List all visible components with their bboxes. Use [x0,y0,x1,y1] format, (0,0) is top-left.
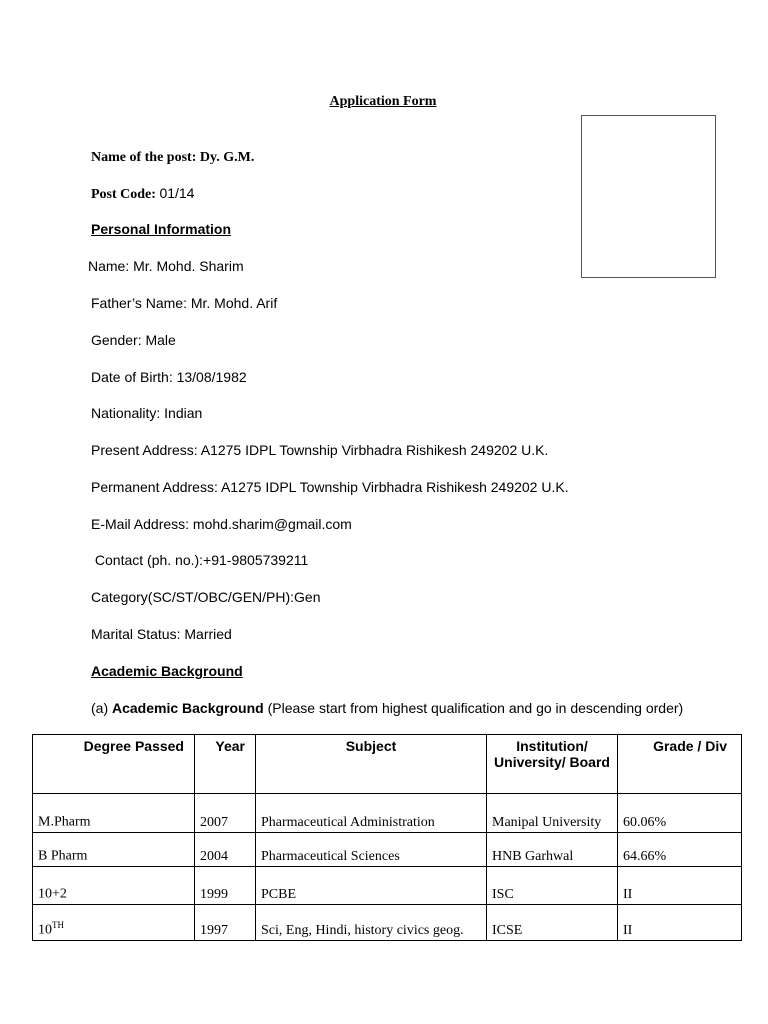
field-name: Name: Mr. Mohd. Sharim [88,258,244,274]
table-header-row [33,735,742,794]
header-grade-div: Grade / Div [618,735,742,794]
field-father-name: Father’s Name: Mr. Mohd. Arif [91,295,278,311]
academic-subheading-bold: Academic Background [112,700,264,716]
cell-year: 1999 [195,867,256,905]
academic-background-heading: Academic Background [91,663,243,679]
personal-information-heading: Personal Information [91,221,232,237]
degree-text: B Pharm [38,849,88,864]
field-email: E-Mail Address: mohd.sharim@gmail.com [91,516,352,532]
header-degree-passed: Degree Passed [33,735,195,794]
post-code-line [91,185,194,203]
academic-subheading-note: (Please start from highest qualification and go in descending order) [263,700,684,716]
cell-institution: HNB Garhwal [487,833,618,867]
cell-degree [33,867,195,905]
post-name-value: Dy. G.M. [199,150,255,165]
cell-degree [33,833,195,867]
cell-subject: Pharmaceutical Administration [256,794,487,833]
degree-text: 10 [38,923,52,938]
cell-grade: II [618,867,742,905]
cell-degree [33,905,195,941]
field-permanent-address: Permanent Address: A1275 IDPL Township Virbhadra Rishikesh 249202 U.K. [91,479,569,495]
field-marital-status: Marital Status: Married [91,626,232,642]
post-code-value: 01/14 [159,185,195,201]
cell-grade: II [618,905,742,941]
cell-subject: Sci, Eng, Hindi, history civics geog. [256,905,487,941]
field-gender: Gender: Male [91,332,176,348]
cell-degree [33,794,195,833]
field-nationality: Nationality: Indian [91,405,203,421]
table-row [33,833,742,867]
cell-subject: Pharmaceutical Sciences [256,833,487,867]
cell-year: 2007 [195,794,256,833]
academic-table [32,734,742,941]
academic-subheading [91,700,683,716]
cell-institution: Manipal University [487,794,618,833]
header-year: Year [195,735,256,794]
field-contact: Contact (ph. no.):+91-9805739211 [91,552,309,568]
field-present-address: Present Address: A1275 IDPL Township Virbhadra Rishikesh 249202 U.K. [91,442,549,458]
cell-institution: ISC [487,867,618,905]
academic-subheading-prefix: (a) [91,700,112,716]
cell-grade: 60.06% [618,794,742,833]
field-category: Category(SC/ST/OBC/GEN/PH):Gen [91,589,321,605]
table-row [33,794,742,833]
photo-placeholder-box [581,115,716,278]
post-name-label: Name of the post: [91,150,197,165]
post-name-line [91,150,254,166]
header-subject: Subject [256,735,487,794]
table-row [33,867,742,905]
degree-text: 10+2 [38,887,67,902]
table-row [33,905,742,941]
field-date-of-birth: Date of Birth: 13/08/1982 [91,369,247,385]
page-title: Application Form [329,94,437,109]
cell-year: 1997 [195,905,256,941]
cell-grade: 64.66% [618,833,742,867]
header-institution: Institution/ University/ Board [487,735,618,794]
post-code-label: Post Code: [91,187,156,202]
cell-institution: ICSE [487,905,618,941]
degree-superscript: TH [52,920,64,931]
cell-year: 2004 [195,833,256,867]
cell-subject: PCBE [256,867,487,905]
degree-text: M.Pharm [38,815,91,830]
